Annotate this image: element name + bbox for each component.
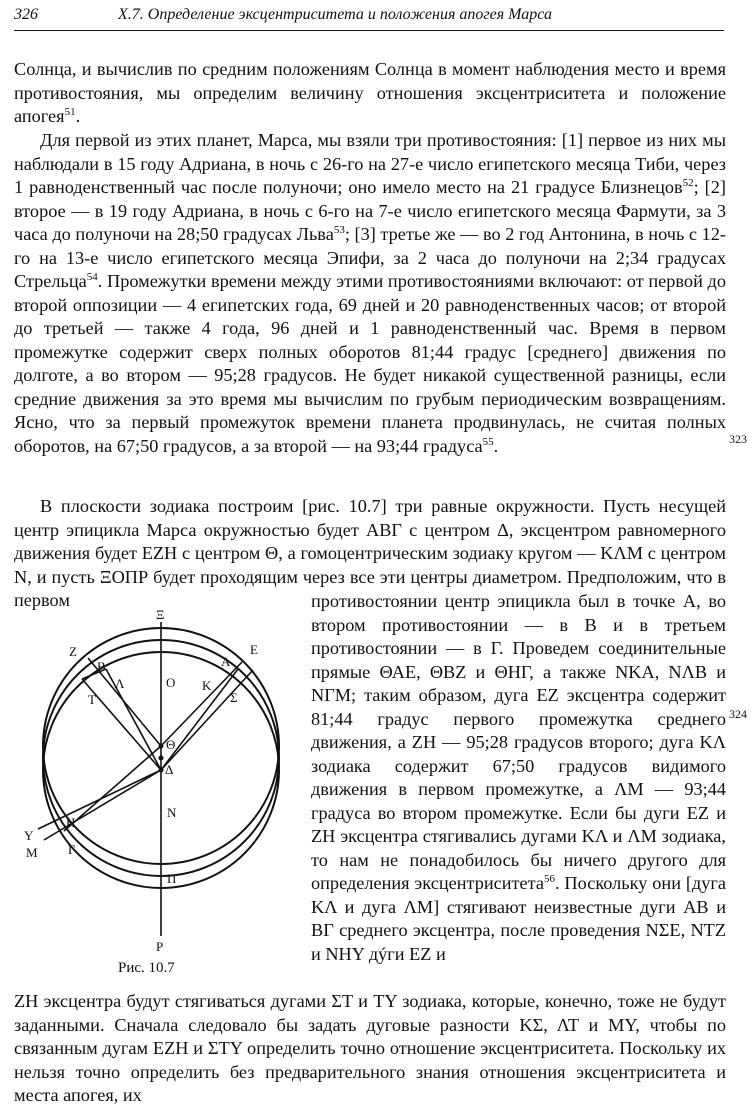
paragraph-continued: Солнца, и вычислив по средним положениям Солнца в момент наблюдения место и время противостояния, мы определим величину отношения эксцентриситета и положение апогея$^{51}$. bbox=[14, 59, 726, 126]
footnote-ref: 51 bbox=[64, 106, 76, 118]
label-delta: Δ bbox=[165, 762, 174, 777]
footnote-ref: 56 bbox=[543, 873, 555, 885]
label-b: Β bbox=[97, 659, 106, 674]
label-m: Μ bbox=[26, 845, 38, 860]
label-pi: Π bbox=[167, 871, 177, 886]
paragraph-construction: В плоскости зодиака построим [рис. 10.7] три равные окружности. Пусть несущей центр эпицикла Марса окружностью будет ΑΒΓ с центром Δ, эксцентром равномерного движения будет ΕΖΗ с центром Θ, а гомоцентрическим зодиаку кругом — ΚΛΜ с центром Ν, и пусть ΞΟΠΡ будет проходящим через все эти центры диаметром. Предположим, что в первом bbox=[14, 496, 726, 610]
label-k: Κ bbox=[202, 678, 212, 693]
epicycle-diagram bbox=[14, 604, 309, 994]
label-p: Ρ bbox=[156, 939, 164, 954]
point-theta bbox=[159, 744, 164, 749]
line-n-g-m bbox=[44, 770, 161, 840]
paragraph-beside-figure: противостоянии центр эпицикла был в точке Α, во втором противостоянии — в Β и в третьем противостоянии — в Γ. Проведем соединительные прямые ΘΑΕ, ΘΒΖ и ΘΗΓ, а также ΝΚΑ, ΝΛΒ и ΝΓΜ; таким образом, дуга ΕΖ эксцентра содержит 81;44 градус первого промежутка среднего движения, а ΖΗ — 95;28 градусов второго; дуга ΚΛ зодиака содержит 67;50 градусов видимого движения в первом промежутке, а ΛΜ — 93;44 градуса во втором промежутке. Если бы дуги ΕΖ и ΖΗ эксцентра стягивались дугами ΚΛ и ΛΜ зодиака, то нам не понадобилось бы ничего другого для определения эксцентриситета$^{56}$. Поскольку они [дуга ΚΛ и дуга ΛΜ] стягивают неизвестные дуги ΑΒ и ΒΓ среднего эксцентра, после проведения ΝΣΕ, ΝΤΖ и ΝΗΥ дýги ΕΖ и bbox=[311, 591, 726, 964]
label-z: Ζ bbox=[69, 644, 77, 659]
margin-note: 324 bbox=[729, 707, 747, 721]
footnote-ref: 54 bbox=[86, 271, 98, 283]
line-theta-h-g bbox=[64, 746, 161, 831]
label-y: Υ bbox=[24, 828, 34, 843]
label-s: Σ bbox=[230, 690, 238, 705]
page-number: 326 bbox=[14, 6, 38, 23]
margin-note: 323 bbox=[729, 432, 747, 446]
paragraph-final: ΖΗ эксцентра будут стягиваться дугами ΣΤ и ΤΥ зодиака, которые, конечно, тоже не будут заданными. Сначала следовало бы задать дуговые разности ΚΣ, ΛΤ и ΜΥ, чтобы по связанным дугам ΕΖΗ и ΣΤΥ определить точно отношение эксцентриситета. Поскольку их нельзя точно определить без предварительного знания отношения эксцентриситета и места апогея, их bbox=[14, 991, 726, 1105]
point-delta bbox=[159, 756, 164, 761]
footnote-ref: 52 bbox=[682, 177, 694, 189]
label-a: Α bbox=[221, 654, 231, 669]
footnote-ref: 55 bbox=[482, 435, 494, 448]
label-t: Τ bbox=[88, 692, 96, 707]
figure-caption: Рис. 10.7 bbox=[118, 960, 175, 976]
figure-10-7 bbox=[14, 604, 309, 994]
point-n bbox=[159, 768, 164, 773]
label-h: Η bbox=[66, 815, 76, 830]
paragraph-oppositions: Для первой из этих планет, Марса, мы взяли три противостояния: [1] первое из них мы наблюдали в 15 году Адриана, в ночь с 26-го на 27-е число египетского месяца Тиби, через 1 равноденственный час после полуночи; оно имело место на 21 градусе Близнецов$^{52}$; [2] второе — в 19 году Адриана, в ночь с 6-го на 7-е число египетского месяца Фармути, за 3 часа до полуночи на 28;50 градусах Льва$^{53}$; [3] третье же — во 2 год Антонина, в ночь с 12-го на 13-е число египетского месяца Эпифи, за 2 часа до полуночи на 2;34 градусах Стрельца$^{54}$. Промежутки времени между этими противостояниями включают: от первой до второй оппозиции — 4 египетских года, 69 дней и 20 равноденственных часов; от второй до третьей — также 4 года, 96 дней и 1 равноденственный час. Время в первом промежутке содержит сверх полных оборотов 81;44 градус [среднего] движения по долготе, а во втором — 95;28 градусов. Не будет никакой существенной разницы, если средние движения за это время мы вычислим по грубым периодическим возвращениям. Ясно, что за первый промежуток времени планета продвинулась, не считая полных оборотов, на 67;50 градусов, а за второй — на 93;44 градуса$^{55}$. bbox=[14, 130, 727, 456]
label-e: Ε bbox=[250, 642, 258, 657]
page-header bbox=[14, 6, 724, 31]
label-n: Ν bbox=[167, 805, 177, 820]
label-theta: Θ bbox=[166, 737, 176, 752]
running-title: X.7. Определение эксцентриситета и положения апогея Марса bbox=[118, 6, 552, 23]
label-xi: Ξ bbox=[156, 607, 165, 622]
label-o: Ο bbox=[166, 675, 176, 690]
footnote-ref: 53 bbox=[333, 224, 345, 236]
label-g: Γ bbox=[68, 842, 76, 857]
label-l: Λ bbox=[115, 676, 125, 691]
